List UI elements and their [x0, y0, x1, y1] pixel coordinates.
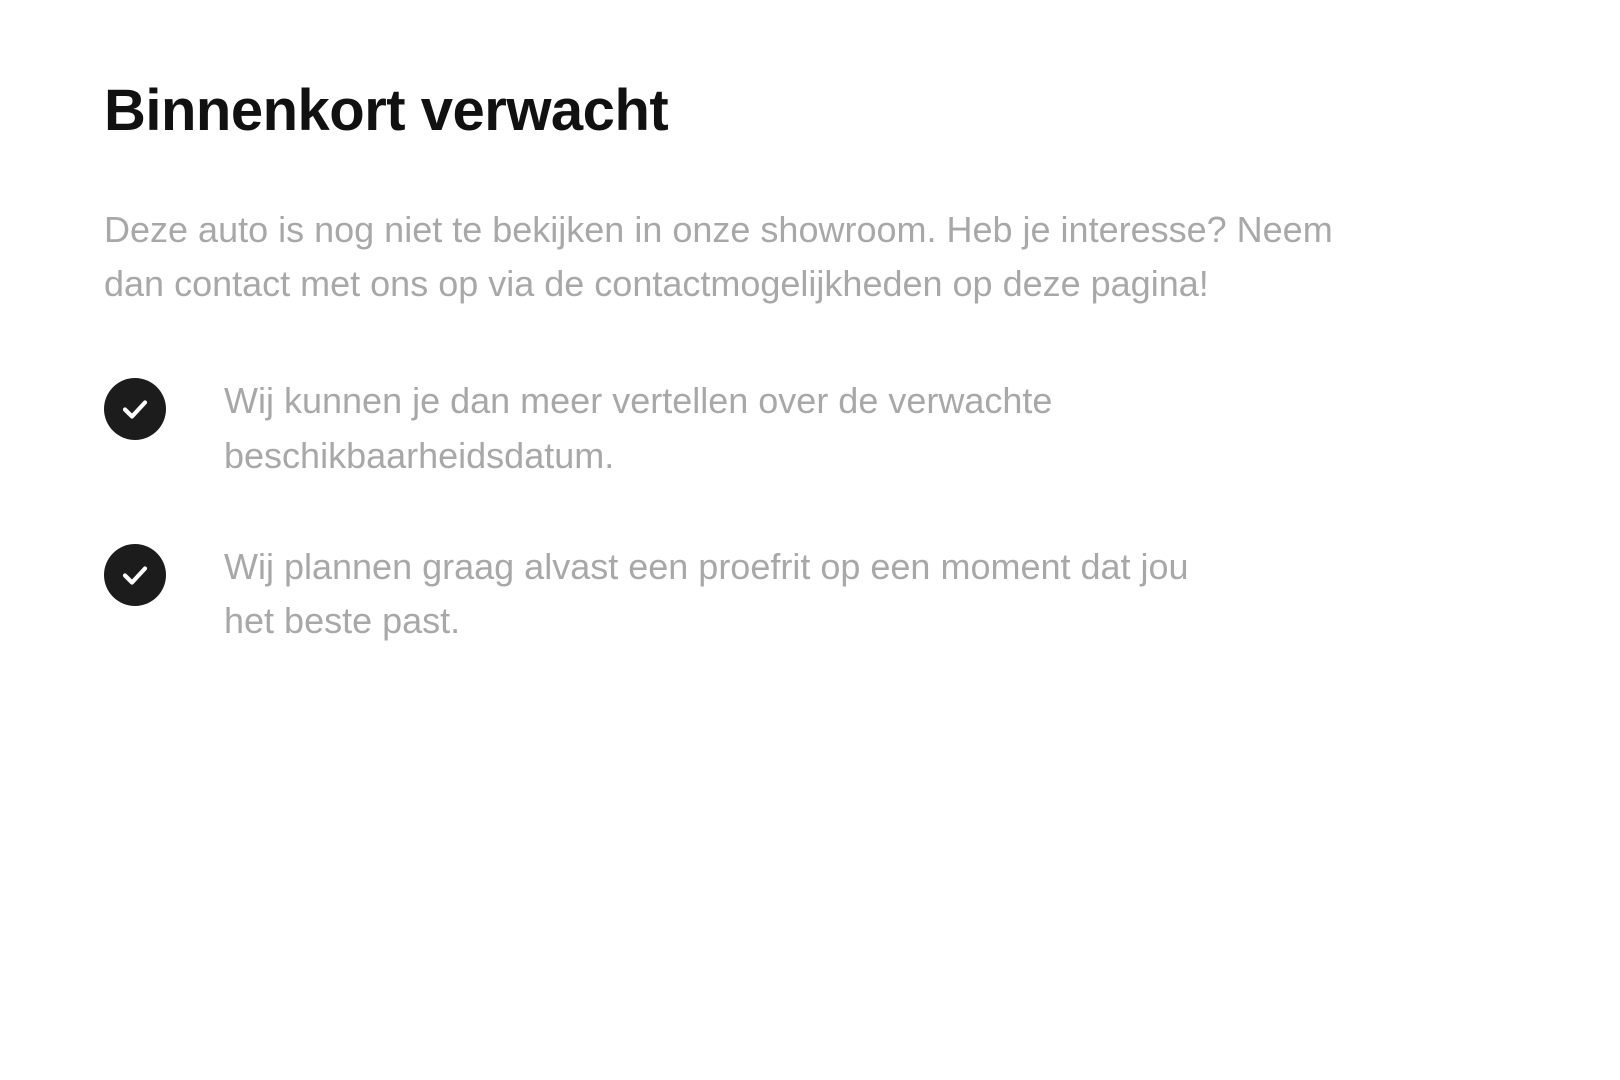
intro-paragraph: Deze auto is nog niet te bekijken in onze showroom. Heb je interesse? Neem dan contact met ons op via de contactmogelijkheden op deze pagina!: [104, 208, 1333, 305]
benefits-list: [104, 374, 1516, 649]
check-circle-icon: [104, 378, 166, 440]
benefit-text: Wij kunnen je dan meer vertellen over de verwachte beschikbaarheidsdatum.: [224, 380, 1053, 476]
benefit-text: Wij plannen graag alvast een proefrit op een moment dat jou het beste past.: [224, 545, 1189, 642]
check-circle-icon: [104, 544, 166, 606]
list-item: [104, 374, 1516, 483]
list-item: [104, 540, 1516, 649]
page-title: Binnenkort verwacht: [104, 78, 669, 143]
